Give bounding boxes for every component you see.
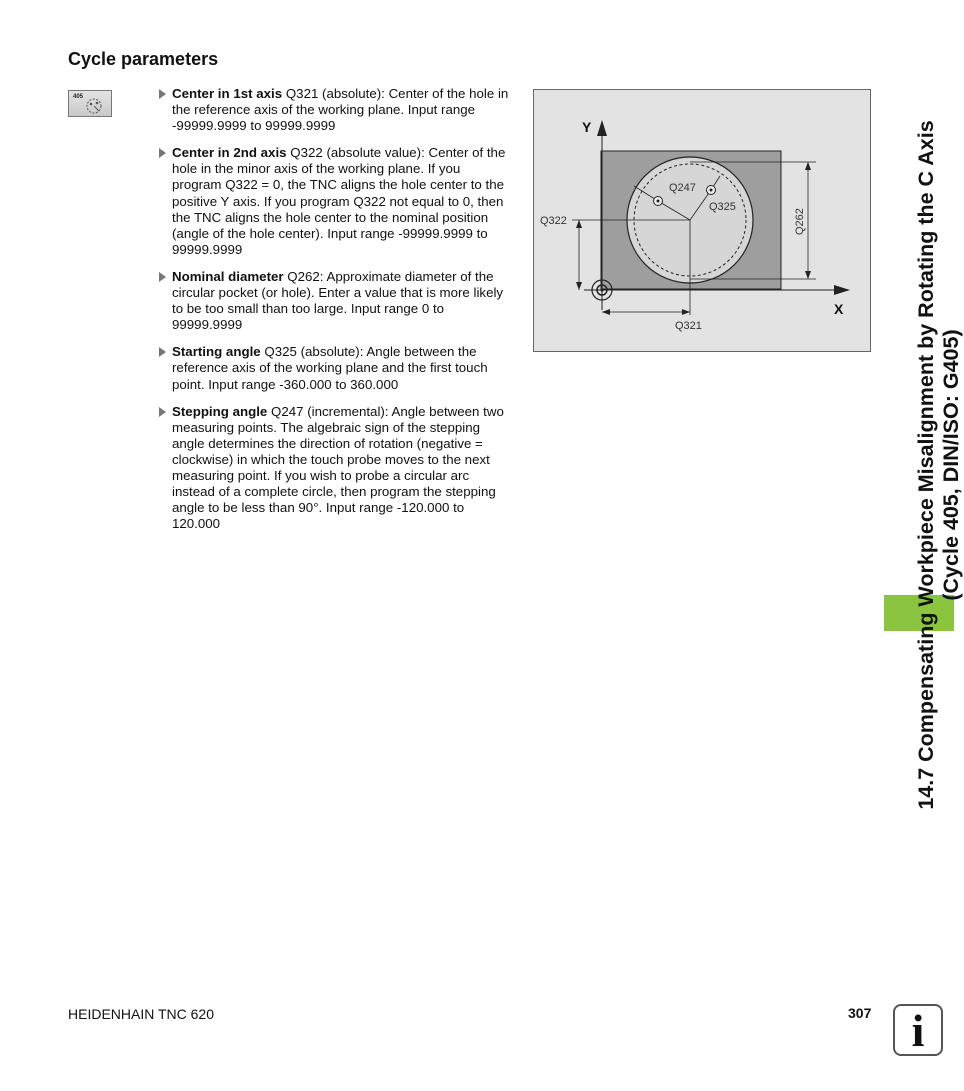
x-axis-arrow [834, 285, 850, 295]
bullet-arrow-icon [159, 148, 166, 158]
label-q262: Q262 [794, 208, 806, 235]
section-title: Cycle parameters [68, 49, 219, 69]
param-name: Center in 2nd axis [172, 145, 287, 161]
page-number: 307 [848, 1005, 872, 1021]
param-name: Center in 1st axis [172, 86, 283, 101]
label-q247: Q247 [669, 182, 696, 194]
chapter-title-line1: 14.7 Compensating Workpiece Misalignment by Rotating the C Axis [914, 120, 938, 810]
label-q321: Q321 [675, 320, 702, 332]
param-name: Starting angle [172, 344, 261, 360]
info-glyph: i [911, 1005, 925, 1056]
param-desc: Q247 (incremental): Angle between two measuring points. The algebraic sign of the stepping angle determines the direction of rotation (negative = clockwise) in which the touch probe moves to the next measuring point. If you wish to probe a circular arc instead of a complete circle, then program the stepping angle to be less than 90°. Input range -120.000 to 120.000 [172, 403, 504, 532]
param-desc: Q321 (absolute): Center of the hole in the reference axis of the working plane. Input range -99999.9999 to 99999.9999 [172, 86, 509, 134]
cycle-number: 405 [73, 94, 84, 100]
param-center-1st-axis [158, 86, 510, 134]
cycle-405-icon [68, 90, 112, 117]
bullet-arrow-icon [159, 347, 166, 357]
parameter-list [158, 86, 510, 543]
param-stepping-angle [158, 404, 510, 533]
param-name: Nominal diameter [172, 268, 284, 284]
param-name: Stepping angle [172, 403, 268, 419]
param-nominal-diameter [158, 269, 510, 333]
y-axis-label: Y [582, 119, 592, 135]
label-q322: Q322 [540, 215, 567, 227]
bullet-arrow-icon [159, 407, 166, 417]
info-icon [893, 1004, 943, 1056]
param-starting-angle [158, 344, 510, 392]
chapter-title [914, 50, 964, 880]
y-axis-arrow [597, 120, 607, 136]
x-axis-label: X [834, 301, 844, 317]
cycle-graphic-icon [83, 97, 105, 115]
chapter-title-line2: (Cycle 405, DIN/ISO: G405) [939, 329, 963, 601]
param-desc: Q262: Approximate diameter of the circular pocket (or hole). Enter a value that is more likely to be too small than too large. Input range 0 to 99999.9999 [172, 268, 504, 333]
bullet-arrow-icon [159, 272, 166, 282]
param-desc: Q325 (absolute): Angle between the reference axis of the working plane and the first touch point. Input range -360.000 to 360.000 [172, 344, 488, 392]
label-q325: Q325 [709, 201, 736, 213]
bullet-arrow-icon [159, 89, 166, 99]
cycle-diagram [533, 89, 871, 352]
footer-product: HEIDENHAIN TNC 620 [68, 1006, 215, 1022]
param-center-2nd-axis [158, 145, 510, 258]
param-desc: Q322 (absolute value): Center of the hole in the minor axis of the working plane. If you program Q322 = 0, the TNC aligns the hole center to the positive Y axis. If you program Q322 not equal to 0, then the TNC aligns the hole center to the nominal position (angle of the hole center). Input range -99999.9999 to 99999.9999 [172, 145, 506, 257]
